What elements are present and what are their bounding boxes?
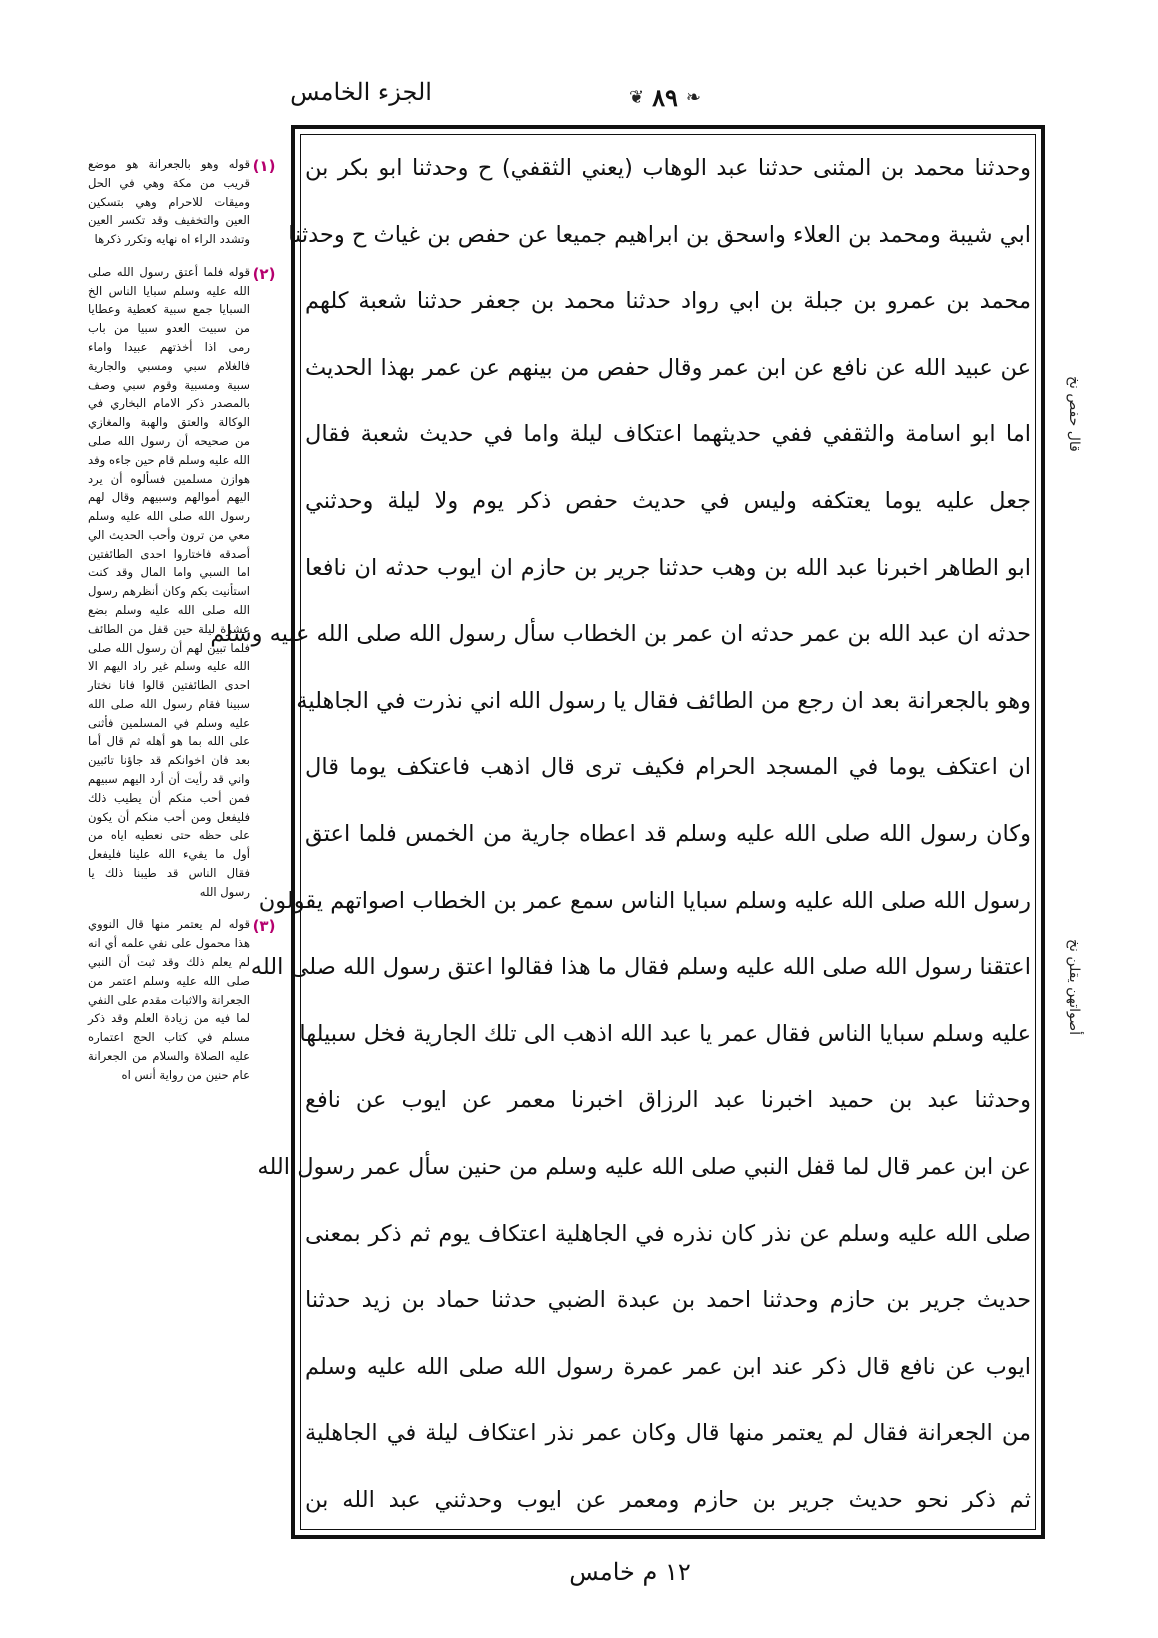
page-number: ٨٩ [652, 82, 678, 112]
text-line: عن ابن عمر قال لما قفل النبي صلى الله عليه وسلم من حنين سأل عمر رسول الله [257, 1153, 1031, 1180]
footer-signature: ١٢ م خامس [569, 1558, 691, 1586]
text-line: محمد بن عمرو بن جبلة بن ابي رواد حدثنا محمد بن جعفر حدثنا شعبة كلهم [305, 288, 1031, 315]
text-line: وهو بالجعرانة بعد ان رجع من الطائف فقال يا رسول الله اني نذرت في الجاهلية [296, 687, 1031, 714]
side-note [88, 155, 278, 249]
text-line: جعل عليه يوما يعتكفه وليس في حديث حفص ذكر يوم ولا ليلة وحدثني [305, 487, 1031, 514]
text-line: حدثه ان عبد الله بن عمر حدثه ان عمر بن الخطاب سأل رسول الله صلى الله عليه وسلم [210, 621, 1031, 648]
text-line: اعتقنا رسول الله صلى الله عليه وسلم فقال ما هذا فقالوا اعتق رسول الله صلى الله [250, 954, 1031, 981]
text-line: عليه وسلم سبايا الناس فقال عمر يا عبد الله اذهب الى تلك الجارية فخل سبيلها [299, 1020, 1031, 1047]
text-line: اما ابو اسامة والثقفي ففي حديثهما اعتكاف ليلة واما في حديث شعبة فقال [305, 421, 1031, 448]
text-line: عن عبيد الله عن نافع عن ابن عمر وقال حفص من بينهم عن عمر بهذا الحديث [305, 354, 1031, 381]
note-marker: (٣) [252, 917, 276, 936]
text-line: ابو الطاهر اخبرنا عبد الله بن وهب حدثنا جرير بن حازم ان ايوب حدثه ان نافعا [305, 554, 1031, 581]
ornament-right-icon: ❧ [685, 86, 701, 108]
text-line: ايوب عن نافع قال ذكر عند ابن عمر عمرة رسول الله صلى الله عليه وسلم [305, 1353, 1031, 1380]
margin-variant-note: أصواتهن يقلن نخ [1066, 938, 1082, 1035]
volume-title: الجزء الخامس [290, 78, 432, 106]
text-line: وكان رسول الله صلى الله عليه وسلم قد اعطاه جارية من الخمس فلما اعتق [305, 820, 1031, 847]
text-line: وحدثنا عبد بن حميد اخبرنا عبد الرزاق اخبرنا معمر عن ايوب عن نافع [305, 1087, 1031, 1114]
text-line: صلى الله عليه وسلم عن نذر كان نذره في الجاهلية اعتكاف يوم ثم ذكر بمعنى [305, 1220, 1031, 1247]
ornament-left-icon: ❦ [629, 86, 645, 108]
text-line: ان اعتكف يوما في المسجد الحرام فكيف ترى قال اذهب فاعتكف يوما قال [305, 754, 1031, 781]
note-text: قوله فلما أعتق رسول الله صلى الله عليه وسلم سبايا الناس الخ السبايا جمع سبية كعطية وعطايا من سبيت العدو سبيا من باب رمى اذا أخذتهم عبيدا واماء فالغلام سبي ومسبي والجارية سبية ومسبية وقوم سبي وصف بالمصدر ذكر الامام البخاري في الوكالة والعتق والهبة والمغازي من صحيحه أن رسول الله صلى الله عليه وسلم قام حين جاءه وفد هوازن مسلمين فسألوه أن يرد اليهم أموالهم وسبيهم وقال لهم رسول الله صلى الله عليه وسلم معي من ترون وأحب الحديث الي أصدقه فاختاروا احدى الطائفتين اما السبي واما المال وقد كنت استأنيت بكم وكان أنظرهم رسول الله صلى الله عليه وسلم بضع عشرة ليلة حين قفل من الطائف فلما تبين لهم أن رسول الله صلى الله عليه وسلم غير راد اليهم الا احدى الطائفتين قالوا فانا نختار سبينا فقام رسول الله صلى الله عليه وسلم في المسلمين فأثنى على الله بما هو أهله ثم قال أما بعد فان اخوانكم قد جاؤنا تائبين واني قد رأيت أن أرد اليهم سبيهم فمن أحب منكم أن يطيب ذلك فليفعل ومن أحب منكم أن يكون على حظه حتى نعطيه اياه من أول ما يفيء الله علينا فليفعل فقال الناس قد طيبنا ذلك يا رسول الله [88, 264, 250, 899]
text-line: رسول الله صلى الله عليه وسلم سبايا الناس سمع عمر بن الخطاب اصواتهم يقولون [258, 887, 1031, 914]
main-text-frame [210, 125, 1045, 1539]
text-line: ابي شيبة ومحمد بن العلاء واسحق بن ابراهيم جميعا عن حفص بن غياث ح وحدثنا [288, 221, 1031, 248]
main-text-body [210, 145, 1031, 1521]
text-line: حديث جرير بن حازم وحدثنا احمد بن عبدة الضبي حدثنا حماد بن زيد حدثنا [305, 1287, 1031, 1314]
text-line: وحدثنا محمد بن المثنى حدثنا عبد الوهاب (يعني الثقفي) ح وحدثنا ابو بكر بن [305, 155, 1031, 181]
text-line: من الجعرانة فقال لم يعتمر منها قال وكان عمر نذر اعتكاف ليلة في الجاهلية [305, 1420, 1031, 1447]
text-line: ثم ذكر نحو حديث جرير بن حازم ومعمر عن ايوب وحدثني عبد الله بن [305, 1486, 1031, 1513]
margin-variant-note: قال حفص نخ [1066, 376, 1082, 452]
note-marker: (٢) [252, 264, 276, 283]
side-note [88, 263, 278, 902]
note-marker: (١) [252, 157, 276, 175]
note-text: قوله وهو بالجعرانة هو موضع قريب من مكة وهي في الحل وميقات للاحرام وهي بتسكين العين والتخفيف وقد تكسر العين وتشدد الراء اه نهايه وتكرر ذكرها [88, 157, 250, 247]
side-note [88, 915, 278, 1084]
page-number-ornament [600, 82, 730, 112]
note-text: قوله لم يعتمر منها قال النووي هذا محمول على نفي علمه أي انه لم يعلم ذلك وقد ثبت أن النبي صلى الله عليه وسلم اعتمر من الجعرانة والاثبات مقدم على النفي لما فيه من زيادة العلم وقد ذكر مسلم في كتاب الحج اعتماره عليه الصلاة والسلام من الجعرانة عام حنين من رواية أنس اه [88, 917, 250, 1082]
